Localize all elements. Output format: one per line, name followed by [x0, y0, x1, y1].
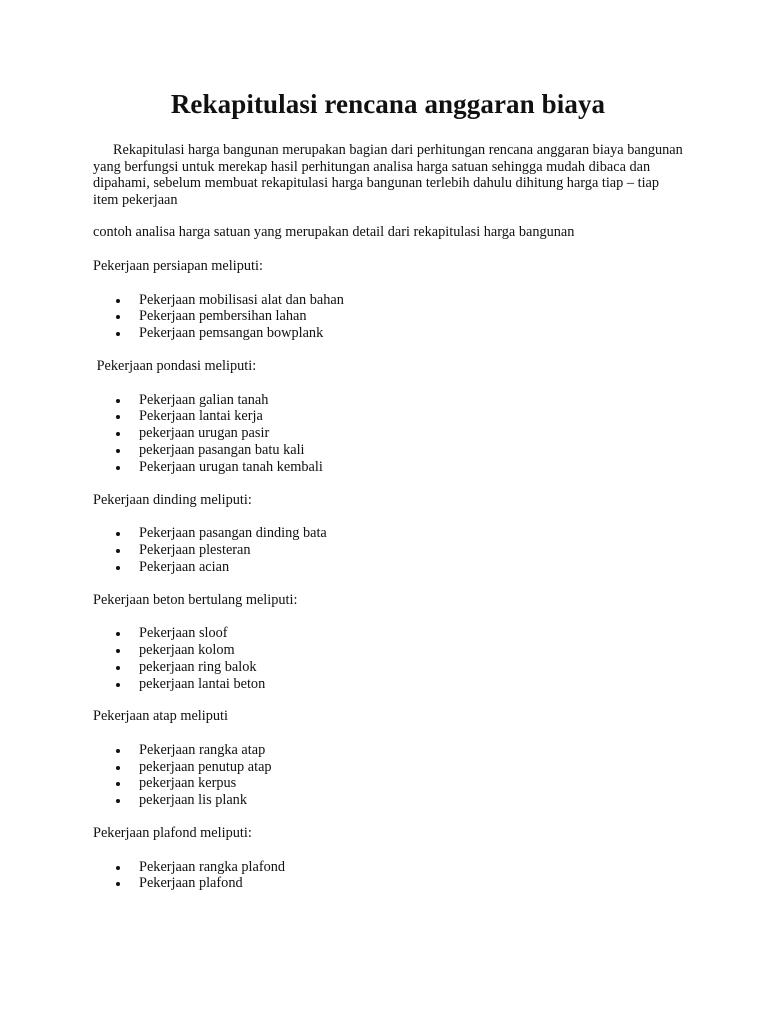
bullet-icon [116, 799, 120, 803]
section-atap [93, 708, 683, 809]
bullet-list [93, 742, 683, 809]
document-page [93, 84, 683, 908]
list-item [93, 459, 683, 476]
list-item [93, 408, 683, 425]
list-item [93, 859, 683, 876]
list-item [93, 325, 683, 342]
bullet-icon [116, 415, 120, 419]
list-item-text: pekerjaan lis plank [139, 792, 247, 809]
intro-paragraph: Rekapitulasi harga bangunan merupakan bagian dari perhitungan rencana anggaran biaya bangunan yang berfungsi untuk merekap hasil perhitungan analisa harga satuan sehingga mudah dibaca dan dipahami, sebelum membuat rekapitulasi harga bangunan terlebih dahulu dihitung harga tiap – tiap item pekerjaan [93, 142, 683, 208]
list-item [93, 742, 683, 759]
document-title: Rekapitulasi rencana anggaran biaya [170, 89, 606, 119]
list-item [93, 292, 683, 309]
bullet-icon [116, 866, 120, 870]
list-item-text: Pekerjaan pembersihan lahan [139, 308, 307, 325]
list-item-text: Pekerjaan pasangan dinding bata [139, 525, 327, 542]
list-item [93, 559, 683, 576]
list-item [93, 676, 683, 693]
list-item-text: pekerjaan penutup atap [139, 758, 272, 775]
list-item-text: Pekerjaan pemsangan bowplank [139, 325, 324, 342]
bullet-icon [116, 532, 120, 536]
section-persiapan [93, 258, 683, 342]
section-pondasi [93, 358, 683, 476]
bullet-icon [116, 566, 120, 570]
list-item-text: pekerjaan urugan pasir [139, 425, 270, 442]
list-item-text: pekerjaan lantai beton [139, 675, 266, 692]
list-item-text: Pekerjaan rangka plafond [139, 858, 286, 875]
list-item [93, 308, 683, 325]
section-heading: Pekerjaan persiapan meliputi: [93, 257, 263, 274]
bullet-icon [116, 449, 120, 453]
bullet-icon [116, 632, 120, 636]
list-item-text: Pekerjaan acian [139, 558, 230, 575]
section-beton-bertulang [93, 592, 683, 693]
list-item-text: pekerjaan kolom [139, 641, 235, 658]
bullet-icon [116, 683, 120, 687]
list-item [93, 442, 683, 459]
bullet-icon [116, 782, 120, 786]
bullet-icon [116, 549, 120, 553]
section-heading: Pekerjaan atap meliputi [93, 708, 228, 725]
list-item-text: Pekerjaan lantai kerja [139, 408, 263, 425]
bullet-icon [116, 766, 120, 770]
list-item [93, 525, 683, 542]
bullet-list [93, 859, 683, 893]
list-item [93, 792, 683, 809]
list-item [93, 759, 683, 776]
section-heading: Pekerjaan dinding meliputi: [93, 491, 252, 508]
section-heading: Pekerjaan beton bertulang meliputi: [93, 591, 298, 608]
bullet-icon [116, 882, 120, 886]
bullet-icon [116, 749, 120, 753]
list-item [93, 875, 683, 892]
bullet-icon [116, 332, 120, 336]
list-item [93, 542, 683, 559]
list-item-text: Pekerjaan galian tanah [139, 391, 269, 408]
list-item [93, 775, 683, 792]
list-item [93, 625, 683, 642]
bullet-icon [116, 315, 120, 319]
list-item [93, 392, 683, 409]
bullet-icon [116, 399, 120, 403]
bullet-icon [116, 649, 120, 653]
section-heading: Pekerjaan pondasi meliputi: [93, 357, 257, 374]
note-paragraph: contoh analisa harga satuan yang merupakan detail dari rekapitulasi harga bangunan [93, 224, 575, 241]
list-item [93, 642, 683, 659]
list-item-text: Pekerjaan rangka atap [139, 741, 266, 758]
list-item-text: Pekerjaan plafond [139, 875, 243, 892]
bullet-icon [116, 466, 120, 470]
bullet-icon [116, 299, 120, 303]
section-dinding [93, 492, 683, 576]
list-item-text: Pekerjaan urugan tanah kembali [139, 458, 323, 475]
bullet-list [93, 292, 683, 342]
list-item-text: Pekerjaan plesteran [139, 541, 251, 558]
bullet-list [93, 625, 683, 692]
bullet-icon [116, 666, 120, 670]
list-item-text: pekerjaan pasangan batu kali [139, 441, 305, 458]
list-item-text: pekerjaan kerpus [139, 775, 237, 792]
list-item-text: Pekerjaan sloof [139, 625, 228, 642]
bullet-list [93, 392, 683, 476]
list-item [93, 659, 683, 676]
bullet-icon [116, 432, 120, 436]
section-heading: Pekerjaan plafond meliputi: [93, 825, 252, 842]
section-plafond [93, 825, 683, 892]
bullet-list [93, 525, 683, 575]
list-item [93, 425, 683, 442]
list-item-text: Pekerjaan mobilisasi alat dan bahan [139, 291, 344, 308]
list-item-text: pekerjaan ring balok [139, 658, 257, 675]
